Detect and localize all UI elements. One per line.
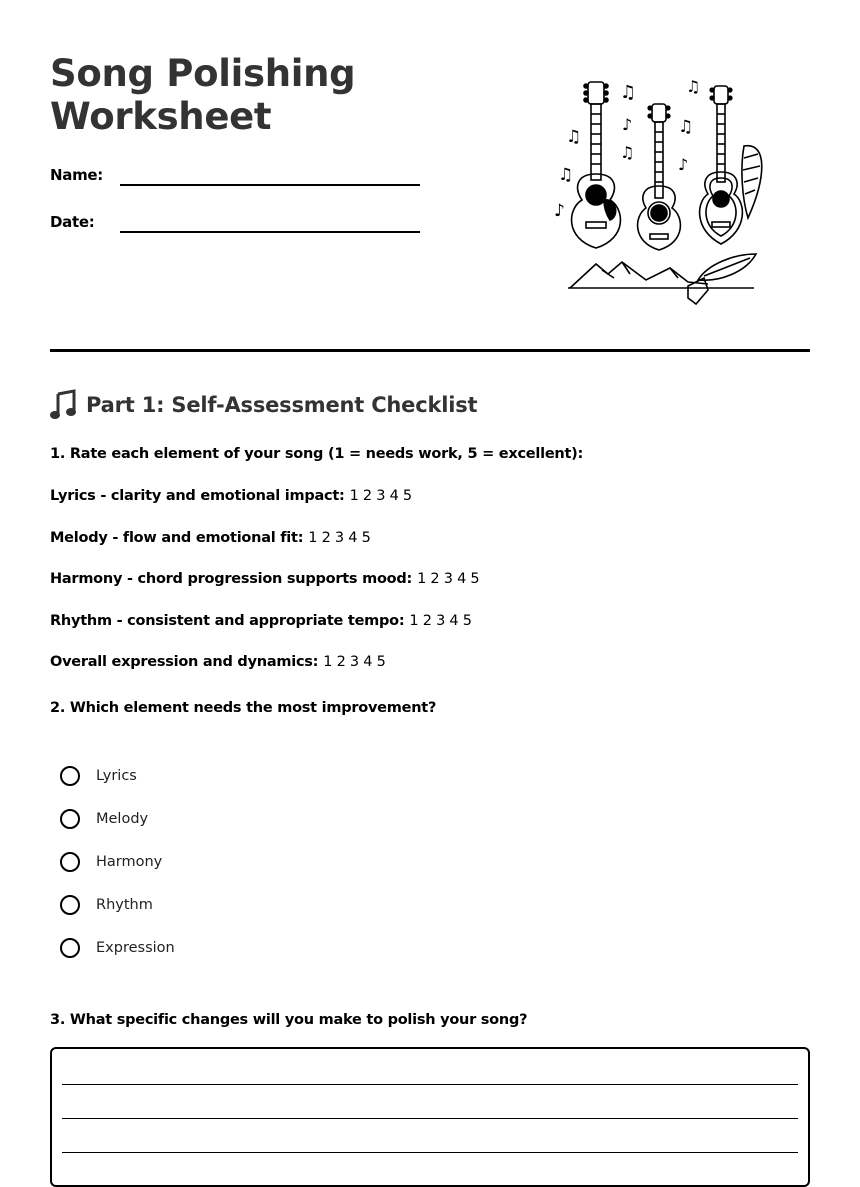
svg-text:♪: ♪ [678,155,689,174]
date-field [50,212,420,242]
svg-text:♫: ♫ [566,127,582,147]
answer-line [62,1084,798,1085]
option-label: Expression [96,940,175,956]
radio-button[interactable] [60,766,80,786]
answer-line [62,1118,798,1119]
date-label: Date: [50,213,95,231]
svg-text:♫: ♫ [678,117,694,137]
mountains-icon [568,262,754,288]
rating-scale[interactable]: 1 2 3 4 5 [409,613,472,629]
quill-feather-icon [688,254,756,304]
part1-title: Part 1: Self-Assessment Checklist [86,393,478,417]
ornate-ukulele-icon [700,86,762,244]
rating-scale[interactable]: 1 2 3 4 5 [323,654,386,670]
rating-scale[interactable]: 1 2 3 4 5 [417,571,480,587]
acoustic-guitar-icon [572,82,621,248]
section-divider [50,349,810,352]
rating-label: Melody - flow and emotional fit: [50,530,304,546]
rating-row-lyrics [50,486,412,506]
guitars-and-ukuleles-illustration [554,68,780,314]
answer-textbox[interactable] [50,1047,810,1187]
option-melody[interactable] [60,806,148,832]
music-notes-icon [554,77,700,221]
rating-label: Lyrics - clarity and emotional impact: [50,488,345,504]
rating-row-melody [50,528,371,548]
option-label: Rhythm [96,897,153,913]
worksheet-page [50,0,810,1161]
radio-button[interactable] [60,852,80,872]
svg-text:♪: ♪ [622,115,633,134]
ukulele-icon [638,104,681,250]
rating-row-expression [50,652,386,672]
option-rhythm[interactable] [60,892,153,918]
option-label: Lyrics [96,768,137,784]
rating-label: Overall expression and dynamics: [50,654,319,670]
part1-heading [50,388,477,422]
rating-row-harmony [50,569,479,589]
svg-text:♪: ♪ [554,201,565,221]
name-field [50,165,420,195]
page-title: Song Polishing Worksheet [50,52,356,138]
name-input-line[interactable] [120,184,420,186]
option-lyrics[interactable] [60,763,137,789]
question-1: 1. Rate each element of your song (1 = needs work, 5 = excellent): [50,446,584,462]
radio-button[interactable] [60,895,80,915]
option-label: Melody [96,811,149,827]
option-harmony[interactable] [60,849,162,875]
rating-scale[interactable]: 1 2 3 4 5 [349,488,412,504]
rating-label: Rhythm - consistent and appropriate tempo: [50,613,405,629]
radio-button[interactable] [60,809,80,829]
question-2: 2. Which element needs the most improvement? [50,700,437,716]
rating-row-rhythm [50,611,472,631]
option-label: Harmony [96,854,163,870]
rating-label: Harmony - chord progression supports mood: [50,571,413,587]
music-note-icon [50,390,76,420]
question-3: 3. What specific changes will you make to polish your song? [50,1012,528,1028]
svg-text:♫: ♫ [620,143,635,162]
answer-line [62,1152,798,1153]
date-input-line[interactable] [120,231,420,233]
name-label: Name: [50,166,103,184]
radio-button[interactable] [60,938,80,958]
rating-scale[interactable]: 1 2 3 4 5 [308,530,371,546]
svg-text:♫: ♫ [686,77,701,96]
option-expression[interactable] [60,935,175,961]
svg-text:♫: ♫ [620,82,637,103]
svg-text:♫: ♫ [558,165,574,185]
